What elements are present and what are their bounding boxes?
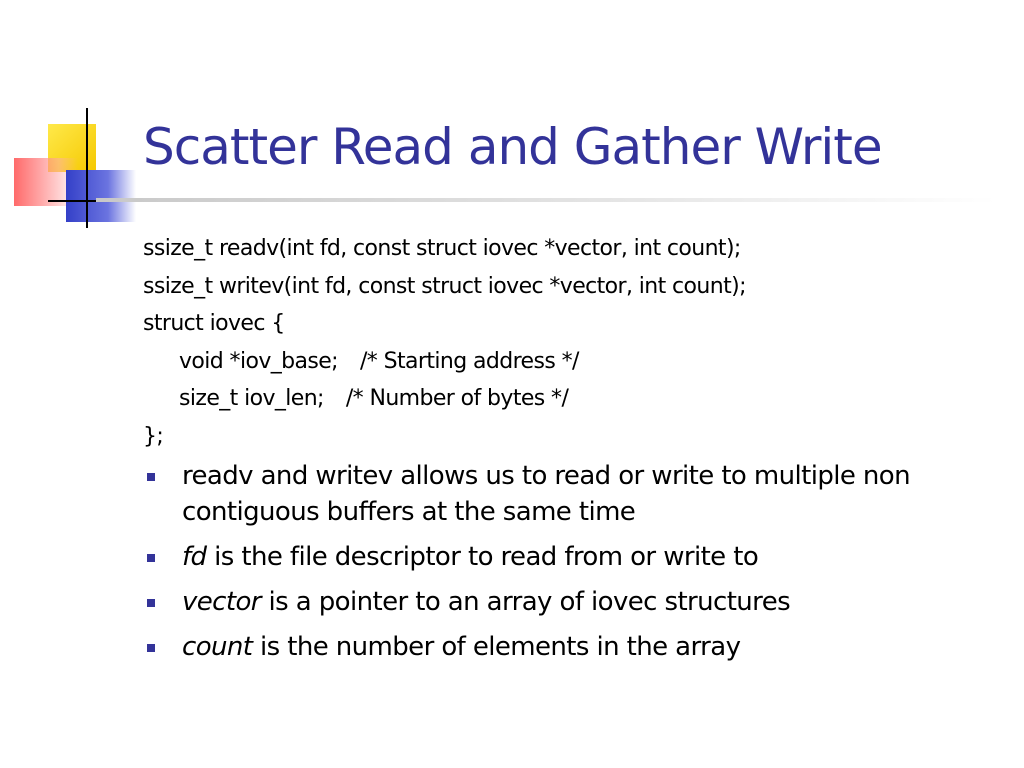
code-block [143, 230, 746, 455]
title-underline [96, 198, 996, 202]
bullet-term: count [182, 632, 253, 662]
slide-title: Scatter Read and Gather Write [143, 118, 882, 176]
slide-logo-icon [0, 100, 150, 230]
code-line-readv: ssize_t readv(int fd, const struct iovec *vector, int count); [143, 236, 741, 261]
code-line-iov-base [143, 343, 746, 381]
code-iov-base-comment: /* Starting address */ [360, 348, 579, 374]
code-line-writev: ssize_t writev(int fd, const struct iovec *vector, int count); [143, 273, 746, 299]
bullet-text: is a pointer to an array of iovec structures [260, 587, 791, 617]
bullet-term: vector [182, 587, 261, 617]
bullet-square-icon [147, 554, 155, 562]
logo-vertical-line [86, 108, 88, 228]
code-iov-base-decl: void *iov_base; [179, 348, 338, 374]
bullet-item [143, 584, 1003, 620]
logo-blue-square [66, 170, 136, 222]
code-iov-len-decl: size_t iov_len; [179, 386, 324, 411]
code-line-struct-open: struct iovec { [143, 311, 285, 336]
bullet-list [143, 458, 1003, 674]
code-iov-len-comment: /* Number of bytes */ [345, 386, 569, 411]
bullet-square-icon [147, 644, 155, 652]
bullet-term: fd [182, 542, 207, 572]
bullet-text: is the file descriptor to read from or write to [206, 542, 759, 572]
bullet-item [143, 629, 1003, 665]
bullet-text: readv and writev allows us to read or write to multiple non contiguous buffers at the same time [182, 461, 910, 527]
bullet-item [143, 458, 1003, 530]
code-line-struct-close: }; [143, 423, 164, 449]
code-line-iov-len [143, 380, 746, 418]
bullet-text: is the number of elements in the array [252, 632, 741, 662]
bullet-square-icon [147, 473, 155, 481]
bullet-square-icon [147, 599, 155, 607]
bullet-item [143, 539, 1003, 575]
